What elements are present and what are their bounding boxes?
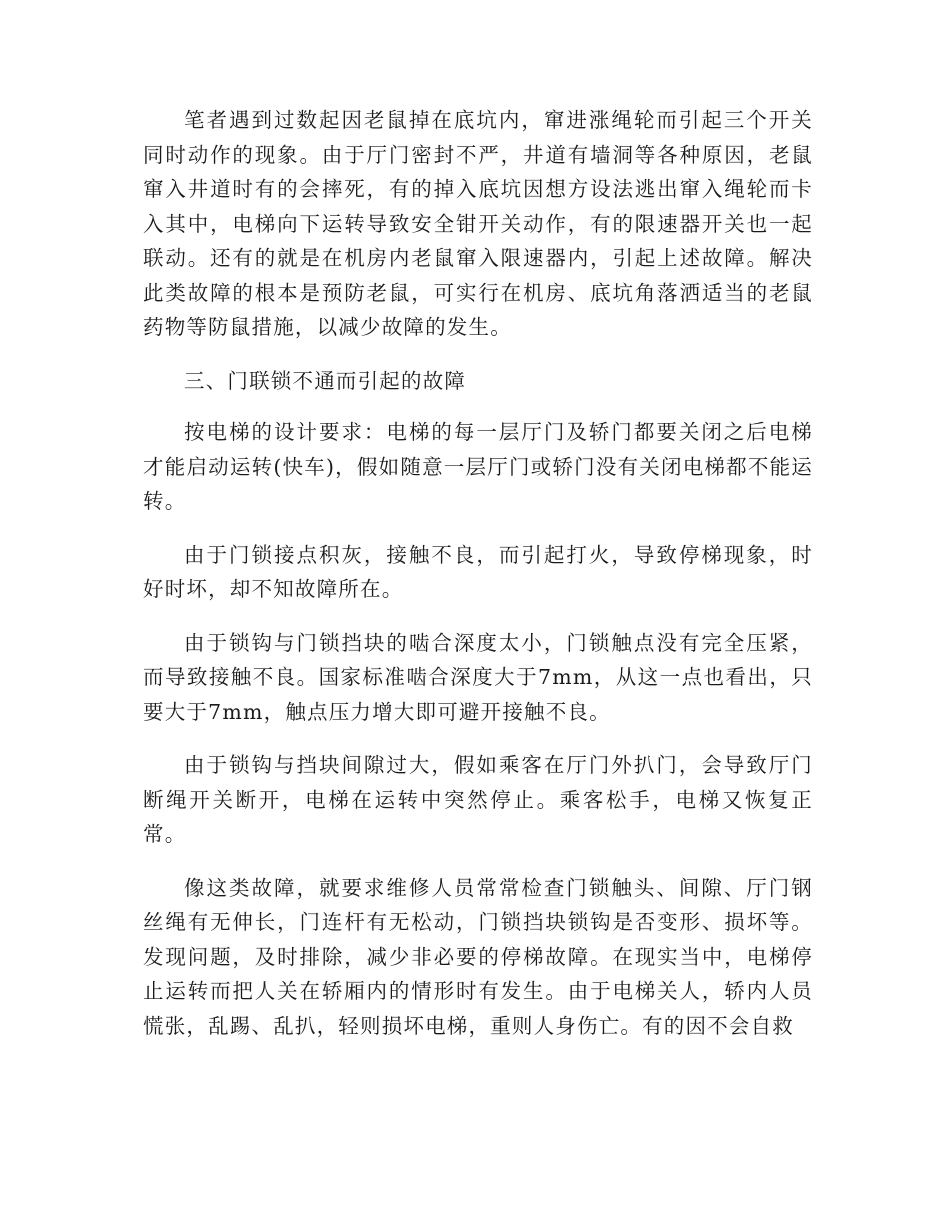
section-heading-door-interlock: 三、门联锁不通而引起的故障 — [184, 368, 467, 393]
paragraph-gap-too-large: 由于锁钩与挡块间隙过大，假如乘客在厅门外扒门，会导致厅门断绳开关断开，电梯在运转中突然停止。乘客松手，电梯又恢复正常。 — [143, 753, 813, 846]
paragraph-engagement-depth: 由于锁钩与门锁挡块的啮合深度太小，门锁触点没有完全压紧，而导致接触不良。国家标准啮合深度大于7mm，从这一点也看出，只要大于7mm，触点压力增大即可避开接触不良。 — [143, 630, 813, 724]
paragraph-design-requirement: 按电梯的设计要求：电梯的每一层厅门及轿门都要关闭之后电梯才能启动运转(快车)，假如随意一层厅门或轿门没有关闭电梯都不能运转。 — [143, 420, 813, 513]
paragraph-maintenance-advice: 像这类故障，就要求维修人员常常检查门锁触头、间隙、厅门钢丝绳有无伸长，门连杆有无松动，门锁挡块锁钩是否变形、损坏等。发现问题，及时排除，减少非必要的停梯故障。在现实当中，电梯停止运转而把人关在轿厢内的情形时有发生。由于电梯关人，轿内人员慌张，乱踢、乱扒，轻则损坏电梯，重则人身伤亡。有的因不会自救 — [143, 875, 813, 1038]
paragraph-dust-contact: 由于门锁接点积灰，接触不良，而引起打火，导致停梯现象，时好时坏，却不知故障所在。 — [143, 542, 813, 601]
document-body — [143, 103, 813, 1062]
paragraph-mouse-fault: 笔者遇到过数起因老鼠掉在底坑内，窜进涨绳轮而引起三个开关同时动作的现象。由于厅门密封不严，井道有墙洞等各种原因，老鼠窜入井道时有的会摔死，有的掉入底坑因想方设法逃出窜入绳轮而卡入其中，电梯向下运转导致安全钳开关动作，有的限速器开关也一起联动。还有的就是在机房内老鼠窜入限速器内，引起上述故障。解决此类故障的根本是预防老鼠，可实行在机房、底坑角落洒适当的老鼠药物等防鼠措施，以减少故障的发生。 — [143, 108, 813, 339]
